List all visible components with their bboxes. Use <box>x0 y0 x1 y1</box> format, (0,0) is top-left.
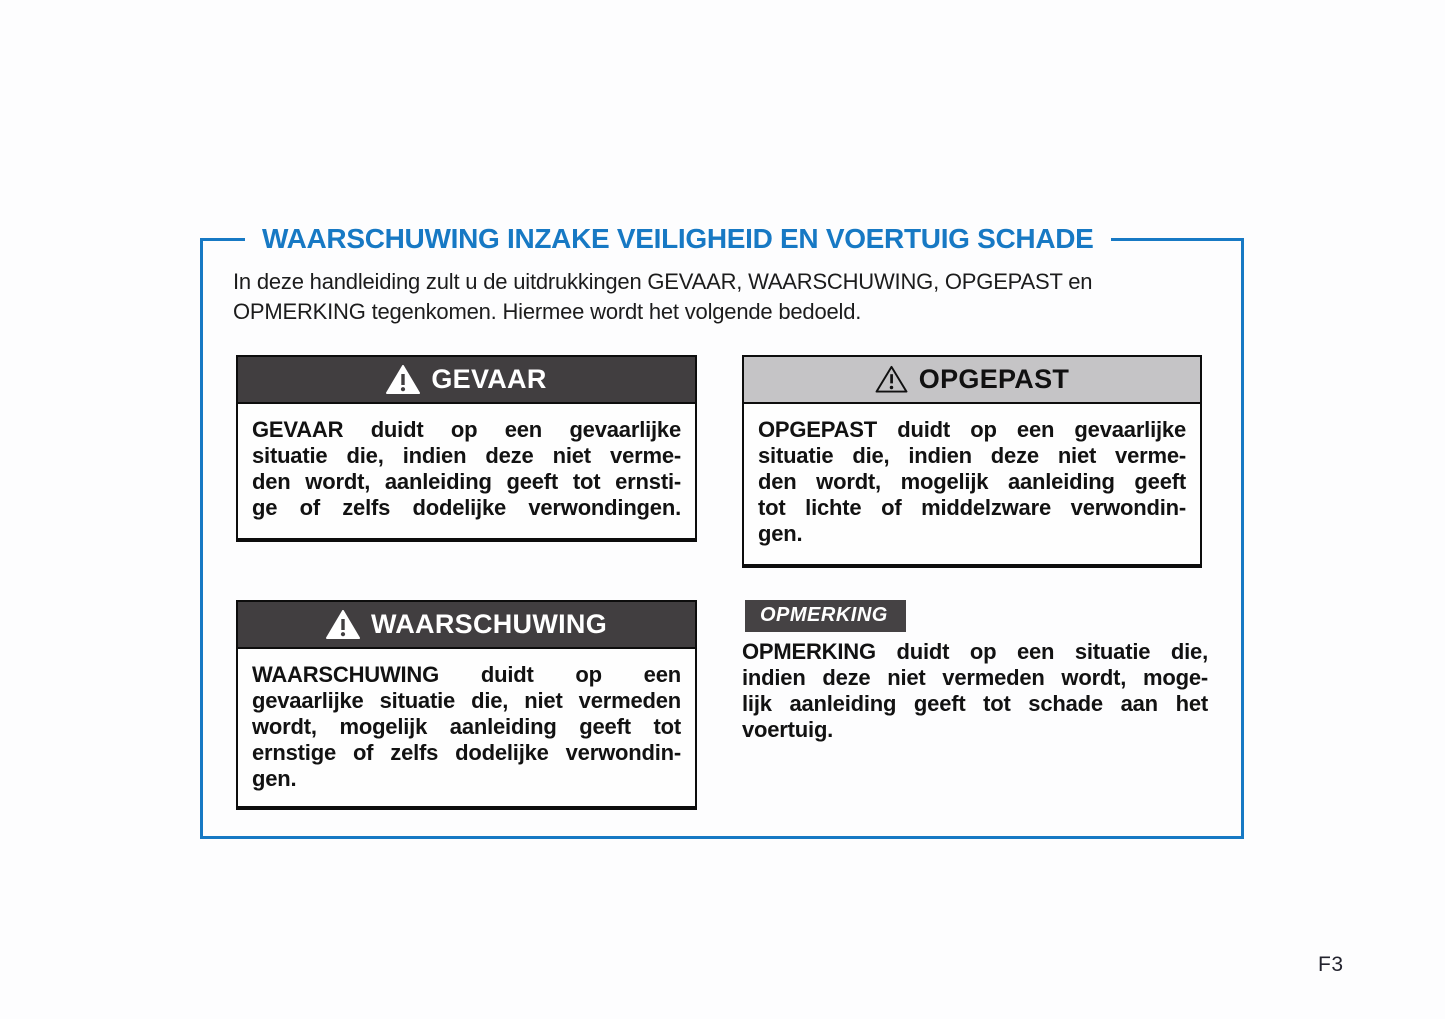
gevaar-header-label: GEVAAR <box>431 364 547 394</box>
body-line: gevaarlijke situatie die, niet vermeden <box>252 688 681 713</box>
page-title: WAARSCHUWING INZAKE VEILIGHEID EN VOERTUIG SCHADE <box>245 221 1111 257</box>
intro-paragraph <box>233 267 1218 327</box>
body-line: WAARSCHUWING duidt op een <box>252 662 681 687</box>
waarschuwing-header <box>238 602 695 649</box>
body-line: lijk aanleiding geeft tot schade aan het <box>742 691 1208 716</box>
opgepast-header <box>744 357 1200 404</box>
gevaar-header <box>238 357 695 404</box>
warning-triangle-filled-icon <box>386 365 420 395</box>
opgepast-body <box>744 404 1200 547</box>
opgepast-header-label: OPGEPAST <box>918 364 1070 394</box>
body-line: gen. <box>252 766 297 791</box>
gevaar-box <box>236 355 697 542</box>
waarschuwing-body <box>238 649 695 792</box>
body-line: situatie die, indien deze niet verme- <box>758 443 1186 468</box>
body-line: situatie die, indien deze niet verme- <box>252 443 681 468</box>
waarschuwing-header-label: WAARSCHUWING <box>370 609 608 639</box>
opmerking-label: OPMERKING <box>745 600 906 632</box>
warning-triangle-outline-icon <box>875 365 908 394</box>
waarschuwing-box <box>236 600 697 810</box>
body-line: GEVAAR duidt op een gevaarlijke <box>252 417 681 442</box>
body-line: tot lichte of middelzware verwondin- <box>758 495 1186 520</box>
opgepast-box <box>742 355 1202 568</box>
body-line: voertuig. <box>742 717 834 742</box>
body-line: wordt, mogelijk aanleiding geeft tot <box>252 714 681 739</box>
intro-line: In deze handleiding zult u de uitdrukkingen GEVAAR, WAARSCHUWING, OPGEPAST en <box>233 269 1093 294</box>
body-line: indien deze niet vermeden wordt, moge- <box>742 665 1208 690</box>
body-line: ernstige of zelfs dodelijke verwondin- <box>252 740 681 765</box>
opmerking-body <box>742 639 1208 743</box>
body-line: den wordt, aanleiding geeft tot ernsti- <box>252 469 681 494</box>
gevaar-body <box>238 404 695 521</box>
body-line: den wordt, mogelijk aanleiding geeft <box>758 469 1186 494</box>
body-line: OPMERKING duidt op een situatie die, <box>742 639 1208 664</box>
safety-notice-frame <box>200 223 1244 839</box>
body-line: gen. <box>758 521 803 546</box>
page-number: F3 <box>1318 953 1344 976</box>
intro-line: OPMERKING tegenkomen. Hiermee wordt het volgende bedoeld. <box>233 299 862 324</box>
body-line: ge of zelfs dodelijke verwondingen. <box>252 495 681 520</box>
body-line: OPGEPAST duidt op een gevaarlijke <box>758 417 1186 442</box>
warning-triangle-filled-icon <box>326 610 360 640</box>
